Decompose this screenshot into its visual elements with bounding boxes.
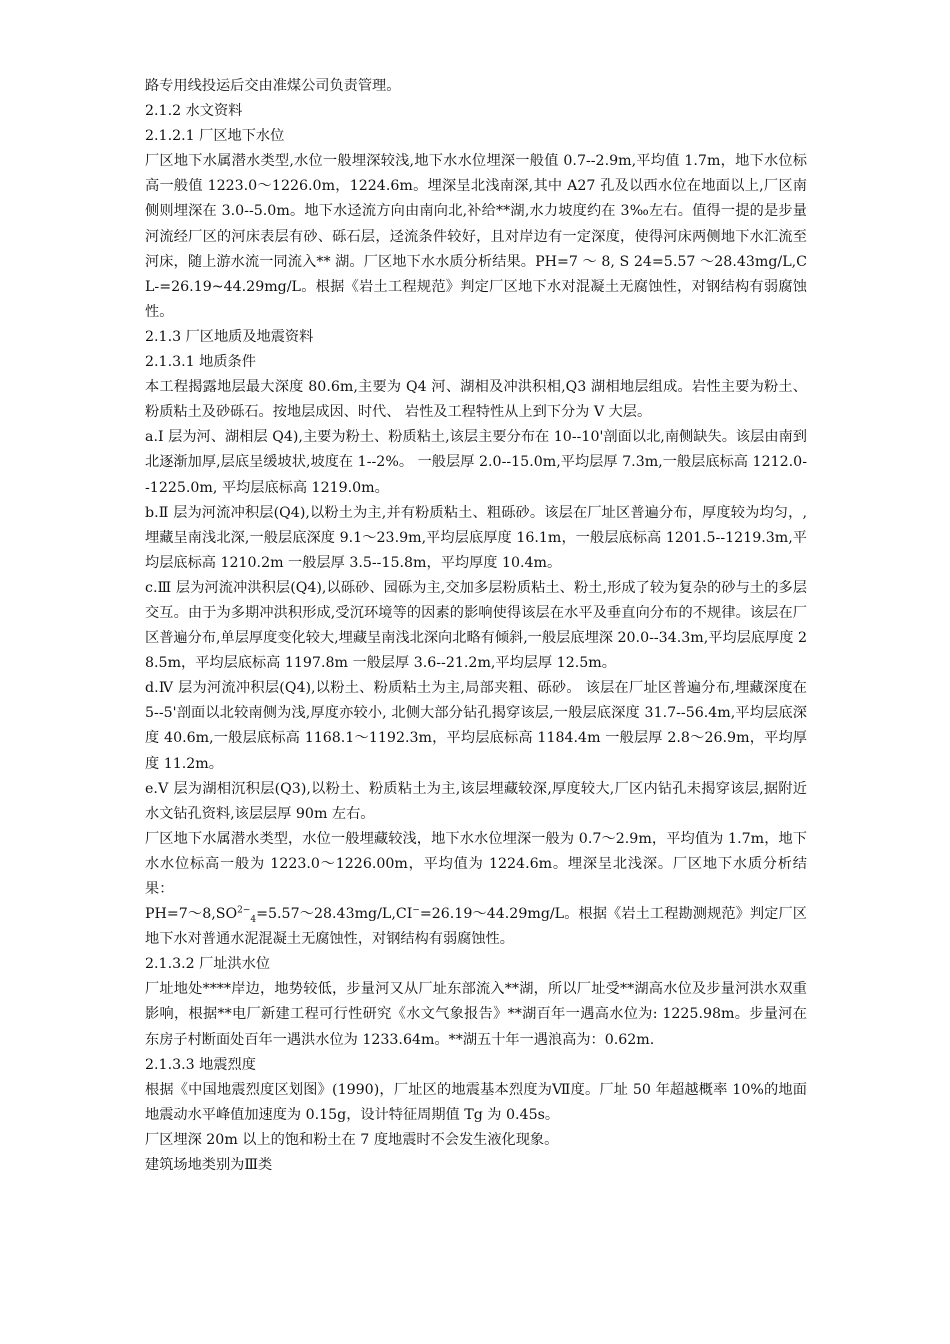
paragraph-site-class: 建筑场地类别为Ⅲ类 — [145, 1157, 273, 1174]
paragraph-strata-overview: 本工程揭露地层最大深度 80.6m,主要为 Q4 河、湖相及冲洪积相,Q3 湖相地层组成。岩性主要为粉土、粉质粘土及砂砾石。按地层成因、时代、 岩性及工程特性从上到下分为 V 大层。 — [145, 379, 807, 421]
paragraph-flood-level: 厂址地处****岸边，地势较低，步量河又从厂址东部流入**湖，所以厂址受**湖高水位及步量河洪水双重影响，根据**电厂新建工程可行性研究《水文气象报告》**湖百年一遇高水位为: 1225.98m。步量河在东房子村断面处百年一遇洪水位为 1233.64m。**湖五十年一遇浪高为：0.62m. — [145, 981, 807, 1048]
document-page — [145, 74, 807, 1178]
chem-text-b: =5.57～28.43mg/L,CI — [256, 906, 413, 923]
text-line-continuation: 路专用线投运后交由准煤公司负责管理。 — [145, 78, 401, 94]
chem-superscript-2: − — [412, 905, 420, 916]
chem-superscript: 2− — [237, 905, 251, 916]
paragraph-layer-c: c.Ⅲ 层为河流冲洪积层(Q4),以砾砂、园砾为主,交加多层粉质粘土、粉土,形成了较为复杂的砂与土的多层交互。由于为多期冲洪积形成,受沉环境等的因素的影响使得该层在水平及垂直向分布的不规律。该层在厂区普遍分布,单层厚度变化较大,埋藏呈南浅北深向北略有倾斜,一般层底埋深 20.0--34.3m,平均层底厚度 28.5m，平均层底标高 1197.8m 一般层厚 3.6--21.2m,平均层厚 12.5m。 — [145, 579, 807, 672]
paragraph-layer-d: d.Ⅳ 层为河流冲积层(Q4),以粉土、粉质粘土为主,局部夹粗、砾砂。 该层在厂址区普遍分布,埋藏深度在 5--5'剖面以北较南侧为浅,厚度亦较小, 北侧大部分钻孔揭穿该层,一般层底深度 31.7--56.4m,平均层底深度 40.6m,一般层底标高 1168.1～1192.3m，平均层底标高 1184.4m 一般层厚 2.8～26.9m，平均厚度 11.2m。 — [145, 680, 807, 772]
subsection-heading-flood-level: 2.1.3.2 厂址洪水位 — [145, 956, 271, 973]
subsection-heading-seismic: 2.1.3.3 地震烈度 — [145, 1056, 256, 1073]
paragraph-liquefaction: 厂区埋深 20m 以上的饱和粉土在 7 度地震时不会发生液化现象。 — [145, 1131, 559, 1148]
paragraph-seismic: 根据《中国地震烈度区划图》(1990)，厂址区的地震基本烈度为Ⅶ度。厂址 50 年超越概率 10%的地面地震动水平峰值加速度为 0.15g，设计特征周期值 Tg 为 0.45s。 — [145, 1081, 807, 1123]
chem-text-a: PH=7～8,SO — [145, 906, 238, 923]
section-heading-hydrology: 2.1.2 水文资料 — [145, 103, 243, 120]
paragraph-groundwater-summary: 厂区地下水属潜水类型，水位一般埋藏较浅，地下水水位埋深一般为 0.7～2.9m，平均值为 1.7m，地下水水位标高一般为 1223.0～1226.00m，平均值为 1224.6m。埋深呈北浅深。厂区地下水质分析结果： — [145, 830, 807, 897]
paragraph-layer-a: a.I 层为河、湖相层 Q4),主要为粉土、粉质粘土,该层主要分布在 10--10'剖面以北,南侧缺失。该层由南到北逐渐加厚,层底呈缓坡状,坡度在 1--2%。 一般层厚 2.0--15.0m,平均层厚 7.3m,一般层底标高 1212.0--1225.0m, 平均层底标高 1219.0m。 — [145, 429, 807, 496]
paragraph-groundwater: 厂区地下水属潜水类型,水位一般埋深较浅,地下水水位埋深一般值 0.7--2.9m,平均值 1.7m，地下水位标高一般值 1223.0～1226.0m，1224.6m。埋深呈北浅南深,其中 A27 孔及以西水位在地面以上,厂区南侧则埋深在 3.0--5.0m。地下水迳流方向由南向北,补给**湖,水力坡度约在 3‰左右。值得一提的是步量河流经厂区的河床表层有砂、砾石层，迳流条件较好，且对岸边有一定深度，使得河床两侧地下水汇流至河床，随上游水流一同流入** 湖。厂区地下水水质分析结果。PH=7 ～ 8, S 24=5.57 ～28.43mg/L,CL-=26.19~44.29mg/L。根据《岩土工程规范》判定厂区地下水对混凝土无腐蚀性，对钢结构有弱腐蚀性。 — [145, 153, 807, 320]
subsection-heading-geology-conditions: 2.1.3.1 地质条件 — [145, 354, 256, 371]
chem-subscript: 4 — [250, 914, 257, 925]
section-heading-geology: 2.1.3 厂区地质及地震资料 — [145, 328, 314, 345]
paragraph-water-chemistry — [145, 902, 807, 952]
paragraph-layer-b: b.Ⅱ 层为河流冲积层(Q4),以粉土为主,并有粉质粘土、粗砾砂。该层在厂址区普遍分布，厚度较为均匀，,埋藏呈南浅北深,一般层底深度 9.1～23.9m,平均层底厚度 16.1m，一般层底标高 1201.5--1219.3m,平均层底标高 1210.2m 一般层厚 3.5--15.8m，平均厚度 10.4m。 — [145, 504, 807, 571]
subsection-heading-groundwater: 2.1.2.1 厂区地下水位 — [145, 128, 285, 145]
chem-text-c: =26.19～44.29mg/L。根据《岩土工程勘测规范》判定厂区地下水对普通水泥混凝土无腐蚀性，对钢结构有弱腐蚀性。 — [145, 906, 807, 948]
paragraph-layer-e: e.Ⅴ 层为湖相沉积层(Q3),以粉土、粉质粘土为主,该层埋藏较深,厚度较大,厂区内钻孔未揭穿该层,据附近水文钻孔资料,该层层厚 90m 左右。 — [145, 780, 807, 822]
